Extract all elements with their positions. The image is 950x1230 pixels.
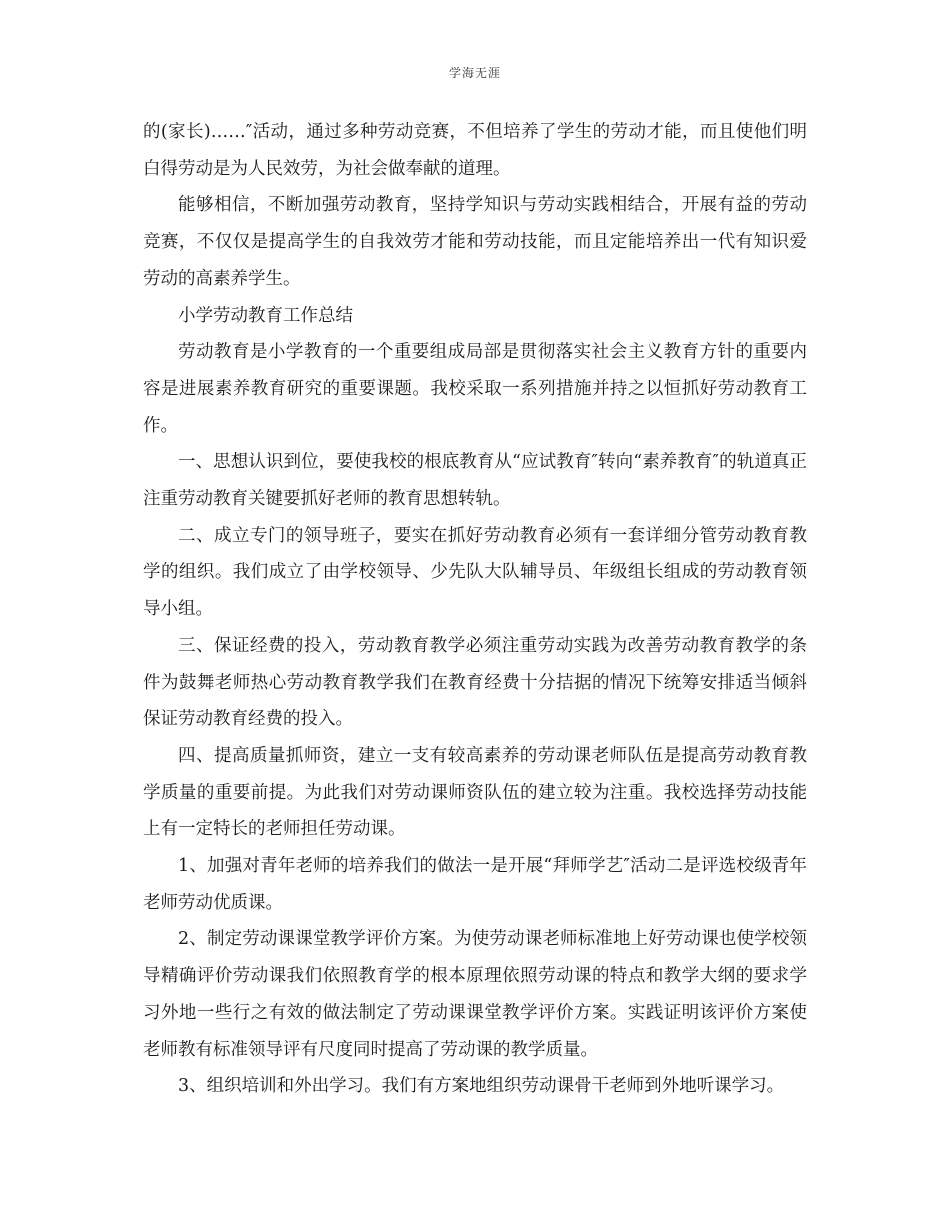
paragraph: 能够相信，不断加强劳动教育，坚持学知识与劳动实践相结合，开展有益的劳动竞赛，不仅仅是提高学生的自我效劳才能和劳动技能，而且定能培养出一代有知识爱劳动的高素养学生。 [143, 195, 807, 289]
paragraph: 四、提高质量抓师资，建立一支有较高素养的劳动课老师队伍是提高劳动教育教学质量的重要前提。为此我们对劳动课师资队伍的建立较为注重。我校选择劳动技能上有一定特长的老师担任劳动课。 [143, 745, 807, 840]
section-title: 小学劳动教育工作总结 [178, 305, 353, 326]
paragraph: 劳动教育是小学教育的一个重要组成局部是贯彻落实社会主义教育方针的重要内容是进展素养教育研究的重要课题。我校采取一系列措施并持之以恒抓好劳动教育工作。 [143, 342, 807, 436]
list-item: 2、制定劳动课课堂教学评价方案。为使劳动课老师标准地上好劳动课也使学校领导精确评价劳动课我们依照教育学的根本原理依照劳动课的特点和教学大纲的要求学习外地一些行之有效的做法制定了劳动课课堂教学评价方案。实践证明该评价方案使老师教有标准领导评有尺度同时提高了劳动课的教学质量。 [143, 929, 807, 1060]
list-item: 3、组织培训和外出学习。我们有方案地组织劳动课骨干老师到外地听课学习。 [178, 1076, 785, 1097]
paragraph: 二、成立专门的领导班子，要实在抓好劳动教育必须有一套详细分管劳动教育教学的组织。我们成立了由学校领导、少先队大队辅导员、年级组长组成的劳动教育领导小组。 [143, 525, 807, 620]
page-header: 学海无涯 [448, 66, 501, 80]
paragraph: 一、思想认识到位，要使我校的根底教育从“应试教育″转向“素养教育″的轨道真正注重劳动教育关键要抓好老师的教育思想转轨。 [143, 452, 807, 510]
list-item: 1、加强对青年老师的培养我们的做法一是开展“拜师学艺″活动二是评选校级青年老师劳动优质课。 [143, 856, 807, 913]
paragraph: 三、保证经费的投入，劳动教育教学必须注重劳动实践为改善劳动教育教学的条件为鼓舞老师热心劳动教育教学我们在教育经费十分拮据的情况下统筹安排适当倾斜保证劳动教育经费的投入。 [143, 635, 807, 730]
document-body [143, 114, 807, 1105]
paragraph: 的(家长)……″活动，通过多种劳动竞赛，不但培养了学生的劳动才能，而且使他们明白得劳动是为人民效劳，为社会做奉献的道理。 [143, 122, 807, 179]
